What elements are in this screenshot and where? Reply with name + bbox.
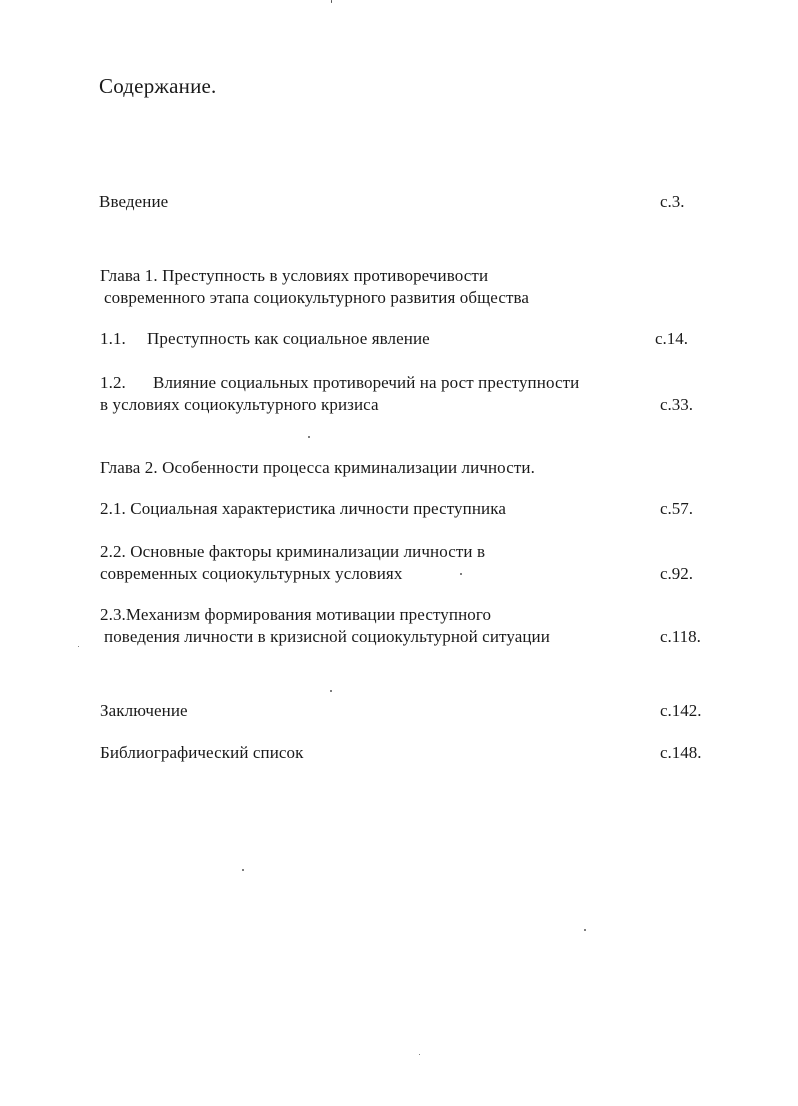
- scan-speck: [331, 0, 332, 3]
- toc-s2-1-page: с.57.: [660, 499, 694, 518]
- toc-intro-page: с.3.: [660, 192, 685, 211]
- toc-s2-2-page: с.92.: [660, 564, 694, 583]
- toc-s2-3-page: с.118.: [660, 627, 701, 646]
- toc-s2-2-line2: современных социокультурных условиях: [100, 564, 403, 583]
- scan-speck: [308, 436, 310, 438]
- toc-bibliography-label: Библиографический список: [100, 743, 304, 762]
- toc-intro-label: Введение: [99, 192, 169, 211]
- toc-s1-2-page: с.33.: [660, 395, 694, 414]
- toc-bibliography-page: с.148.: [660, 743, 702, 762]
- toc-chapter1-line1: Глава 1. Преступность в условиях противоречивости: [100, 266, 489, 285]
- toc-s1-1-number: 1.1.: [100, 329, 126, 348]
- scan-speck: [419, 1054, 420, 1055]
- toc-s2-1-label: 2.1. Социальная характеристика личности преступника: [100, 499, 507, 518]
- toc-conclusion-page: с.142.: [660, 701, 702, 720]
- toc-s1-2-line2: в условиях социокультурного кризиса: [100, 395, 379, 414]
- toc-s1-1-page: с.14.: [655, 329, 689, 348]
- toc-s2-3-line1: 2.3.Механизм формирования мотивации преступного: [100, 605, 492, 624]
- toc-s2-3-line2: поведения личности в кризисной социокультурной ситуации: [104, 627, 550, 646]
- scan-speck: [78, 646, 79, 647]
- page-title: Содержание.: [99, 74, 217, 98]
- toc-s1-1-label: Преступность как социальное явление: [147, 329, 430, 348]
- toc-conclusion-label: Заключение: [100, 701, 188, 720]
- toc-s1-2-number: 1.2.: [100, 373, 126, 392]
- toc-chapter1-line2: современного этапа социокультурного развития общества: [104, 288, 530, 307]
- toc-chapter2-line1: Глава 2. Особенности процесса криминализации личности.: [100, 458, 535, 477]
- scan-speck: [460, 573, 462, 575]
- toc-s1-2-line1: Влияние социальных противоречий на рост преступности: [153, 373, 580, 392]
- scan-speck: [584, 929, 586, 931]
- toc-s2-2-line1: 2.2. Основные факторы криминализации личности в: [100, 542, 486, 561]
- scan-speck: [330, 690, 332, 692]
- scan-speck: [242, 869, 244, 871]
